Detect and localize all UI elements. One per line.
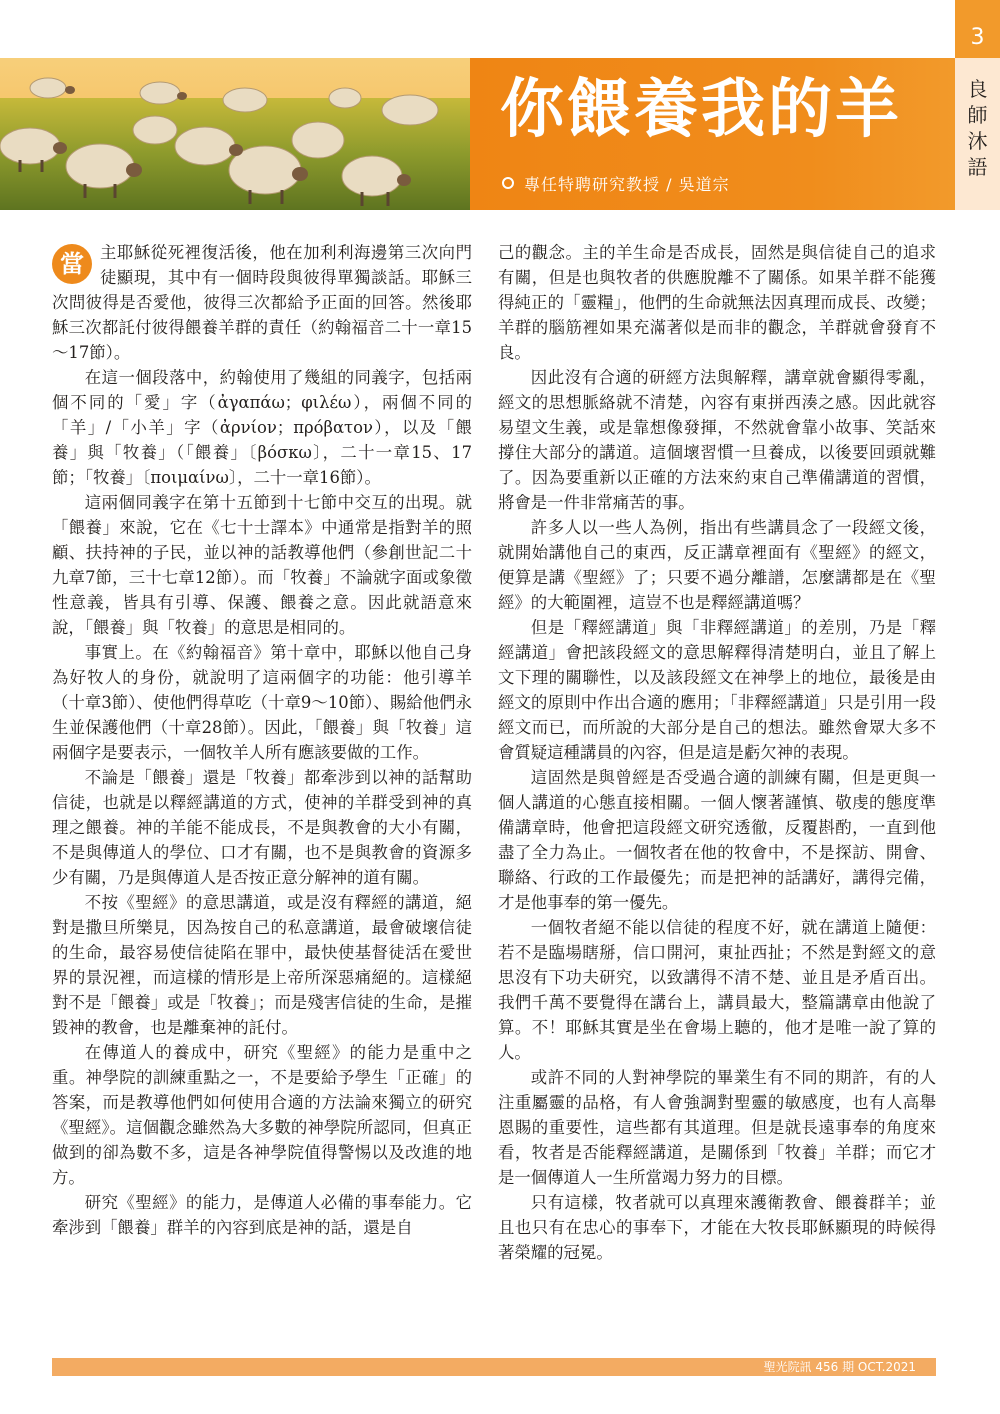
page-number: 3: [955, 0, 1000, 58]
section-tab: [955, 58, 1000, 210]
section-label: 良師沐語: [967, 77, 988, 179]
paragraph: 許多人以一些人為例，指出有些講員念了一段經文後，就開始講他自己的東西，反正講章裡面有《聖經》的經文，便算是講《聖經》了；只要不過分離譜，怎麼講都是在《聖經》的大範圍裡，這豈不也是釋經講道嗎？: [498, 518, 936, 612]
title-banner: [470, 58, 955, 210]
paragraph: 不按《聖經》的意思講道，或是沒有釋經的講道，絕對是撒旦所樂見，因為按自己的私意講道，最會破壞信徒的生命，最容易使信徒陷在罪中，最快使基督徒活在愛世界的景況裡，而這樣的情形是上帝所深惡痛絕的。這樣絕對不是「餵養」或是「牧養」；而是殘害信徒的生命，是摧毀神的教會，也是離棄神的託付。: [52, 893, 472, 1037]
paragraph: 研究《聖經》的能力，是傳道人必備的事奉能力。它牽涉到「餵養」群羊的內容到底是神的話，還是自: [52, 1193, 472, 1237]
paragraph: 在這一個段落中，約翰使用了幾組的同義字，包括兩個不同的「愛」字（ἀγαπάω；φιλέω），兩個不同的「羊」/「小羊」字（ἀρνίον；πρόβατον），以及「餵養」與「牧養」（「餵養」〔βόσκω〕，二十一章15、17節；「牧養」〔ποιμαίνω〕，二十一章16節）。: [52, 368, 472, 487]
paragraph: 只有這樣，牧者就可以真理來護衛教會、餵養群羊；並且也只有在忠心的事奉下，才能在大牧長耶穌顯現的時候得著榮耀的冠冕。: [498, 1193, 936, 1262]
article-column-right: [498, 240, 936, 1265]
paragraph: 或許不同的人對神學院的畢業生有不同的期許，有的人注重屬靈的品格，有人會強調對聖靈的敏感度，也有人高舉恩賜的重要性，這些都有其道理。但是就長遠事奉的角度來看，牧者是否能釋經講道，是關係到「牧養」羊群；而它才是一個傳道人一生所當竭力努力的目標。: [498, 1068, 936, 1187]
article-title: 你餵養我的羊: [500, 73, 902, 147]
paragraph: 事實上。在《約翰福音》第十章中，耶穌以他自己身為好牧人的身份，就說明了這兩個字的功能：他引導羊（十章3節）、使他們得草吃（十章9～10節）、賜給他們永生並保護他們（十章28節）。因此，「餵養」與「牧養」這兩個字是要表示，一個牧羊人所有應該要做的工作。: [52, 643, 472, 762]
paragraph: 不論是「餵養」還是「牧養」都牽涉到以神的話幫助信徒，也就是以釋經講道的方式，使神的羊群受到神的真理之餵養。神的羊能不能成長，不是與教會的大小有關，不是與傳道人的學位、口才有關，也不是與教會的資源多少有關，乃是與傳道人是否按正意分解神的道有關。: [52, 768, 472, 887]
footer-band: [52, 1358, 936, 1376]
paragraph: 因此沒有合適的研經方法與解釋，講章就會顯得零亂，經文的思想脈絡就不清楚，內容有東拼西湊之感。因此就容易望文生義，或是靠想像發揮，不然就會靠小故事、笑話來撐住大部分的講道。這個壞習慣一旦養成，以後要回頭就難了。因為要重新以正確的方法來約束自己準備講道的習慣，將會是一件非常痛苦的事。: [498, 368, 936, 512]
article-column-left: [52, 240, 472, 1240]
paragraph: 這固然是與曾經是否受過合適的訓練有關，但是更與一個人講道的心態直接相關。一個人懷著謹慎、敬虔的態度準備講章時，他會把這段經文研究透徹，反覆斟酌，一直到他盡了全力為止。一個牧者在他的牧會中，不是探訪、開會、聯絡、行政的工作最優先；而是把神的話講好，講得完備，才是他事奉的第一優先。: [498, 768, 936, 912]
paragraph: 一個牧者絕不能以信徒的程度不好，就在講道上隨便：若不是臨場瞎掰，信口開河，東扯西扯；不然是對經文的意思沒有下功夫研究，以致講得不清不楚、並且是矛盾百出。我們千萬不要覺得在講台上，講員最大，整篇講章由他說了算。不！耶穌其實是坐在會場上聽的，他才是唯一說了算的人。: [498, 918, 936, 1062]
byline-text: 專任特聘研究教授 / 吳道宗: [524, 175, 730, 194]
paragraph: 但是「釋經講道」與「非釋經講道」的差別，乃是「釋經講道」會把該段經文的意思解釋得清楚明白，並且了解上文下理的關聯性，以及該段經文在神學上的地位，最後是由經文的原則中作出合適的應用；「非釋經講道」只是引用一段經文而已，而所說的大部分是自己的想法。雖然會眾大多不會質疑這種講員的內容，但是這是虧欠神的表現。: [498, 618, 936, 762]
dropcap: 當: [52, 244, 92, 284]
sheep-photo: [0, 58, 470, 210]
author-byline: [502, 172, 730, 195]
paragraph: 己的觀念。主的羊生命是否成長，固然是與信徒自己的追求有關，但是也與牧者的供應脫離不了關係。如果羊群不能獲得純正的「靈糧」，他們的生命就無法因真理而成長、改變；羊群的腦筋裡如果充滿著似是而非的觀念，羊群就會發育不良。: [498, 243, 936, 362]
bullet-icon: [502, 177, 514, 189]
paragraph: 這兩個同義字在第十五節到十七節中交互的出現。就「餵養」來說，它在《七十士譯本》中通常是指對羊的照顧、扶持神的子民，並以神的話教導他們（參創世記二十九章7節，三十七章12節）。而「牧養」不論就字面或象徵性意義，皆具有引導、保護、餵養之意。因此就語意來說，「餵養」與「牧養」的意思是相同的。: [52, 493, 472, 637]
paragraph: 當 主耶穌從死裡復活後，他在加利利海邊第三次向門徒顯現，其中有一個時段與彼得單獨談話。耶穌三次問彼得是否愛他，彼得三次都給予正面的回答。然後耶穌三次都託付彼得餵養羊群的責任（約翰福音二十一章15～17節）。: [52, 243, 472, 362]
issue-label: 聖光院訊 456 期 OCT.2021: [763, 1360, 916, 1374]
paragraph: 在傳道人的養成中，研究《聖經》的能力是重中之重。神學院的訓練重點之一，不是要給予學生「正確」的答案，而是教導他們如何使用合適的方法論來獨立的研究《聖經》。這個觀念雖然為大多數的神學院所認同，但真正做到的卻為數不多，這是各神學院值得警惕以及改進的地方。: [52, 1043, 472, 1187]
